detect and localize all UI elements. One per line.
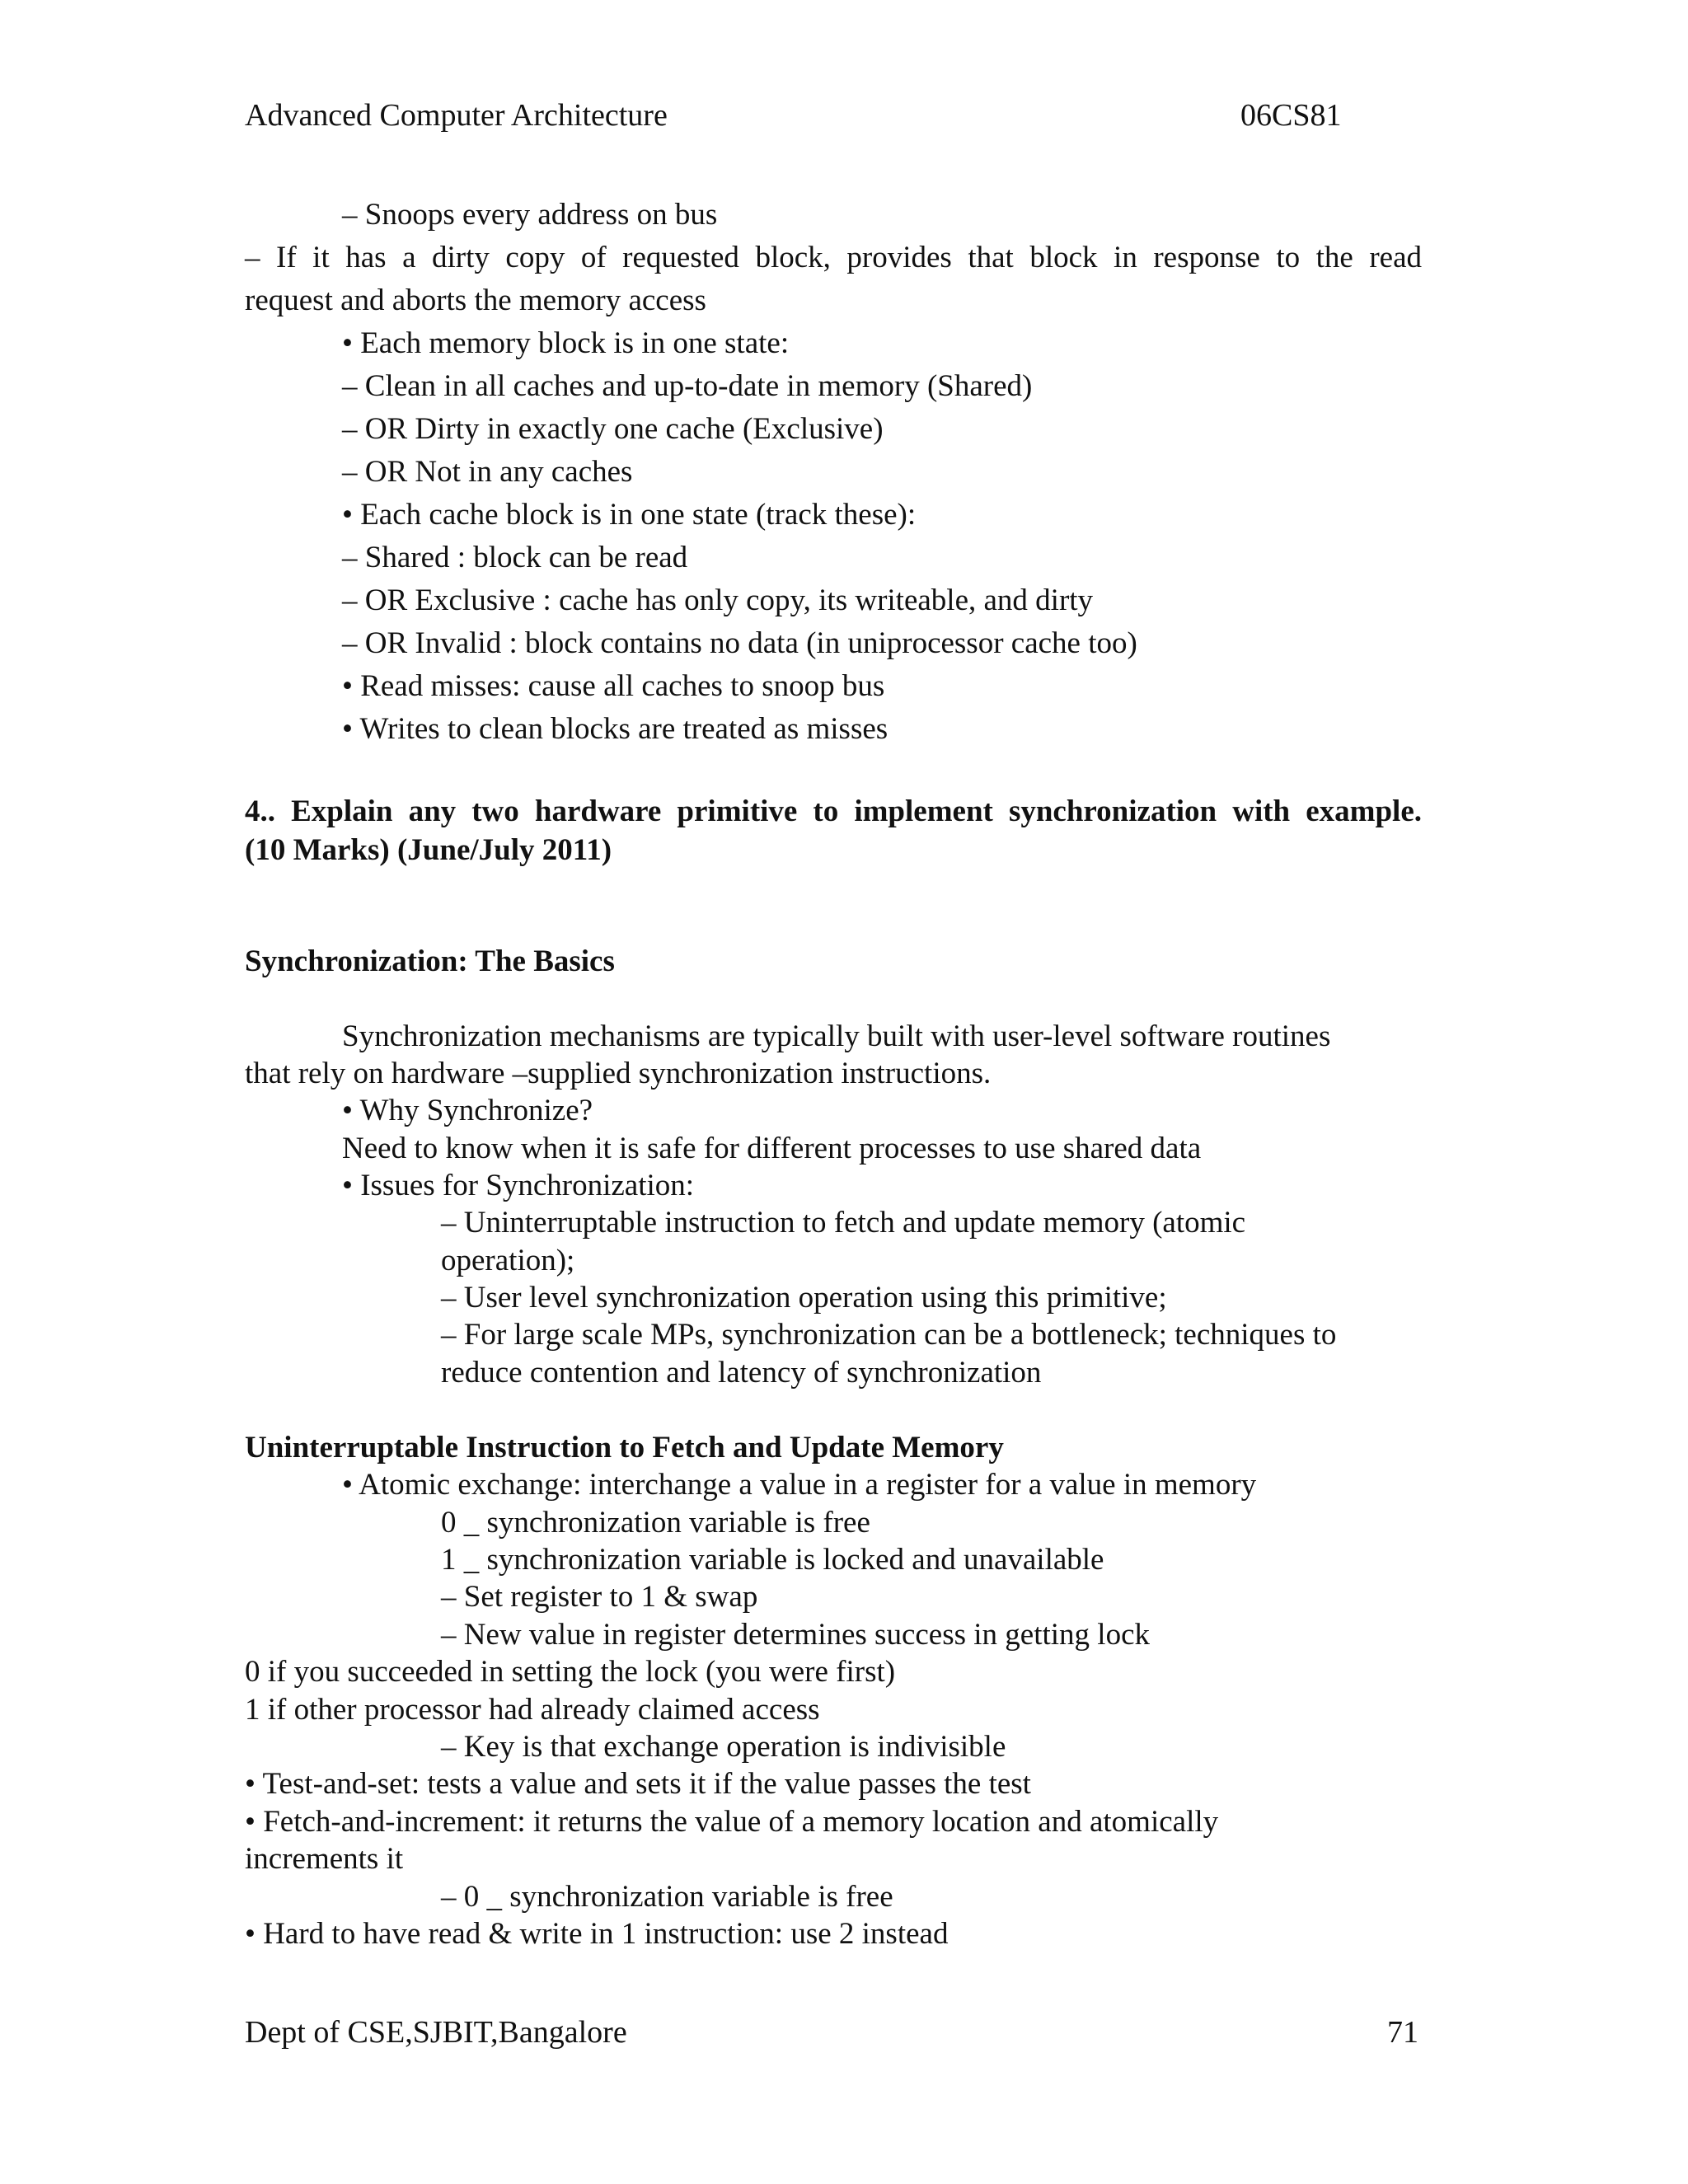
list-item: • Hard to have read & write in 1 instruction: use 2 instead <box>245 1917 949 1951</box>
text-line: request and aborts the memory access <box>245 284 706 317</box>
list-item: increments it <box>245 1842 404 1876</box>
list-item: operation); <box>441 1244 575 1277</box>
list-item: • Fetch-and-increment: it returns the value of a memory location and atomically <box>245 1805 1219 1839</box>
list-item: – Clean in all caches and up-to-date in memory (Shared) <box>342 369 1033 403</box>
list-item: – Set register to 1 & swap <box>441 1580 758 1614</box>
list-item: • Read misses: cause all caches to snoop bus <box>342 669 885 703</box>
list-item: • Atomic exchange: interchange a value in a register for a value in memory <box>342 1468 1257 1502</box>
list-item: 0 if you succeeded in setting the lock (you were first) <box>245 1655 896 1689</box>
list-item: Need to know when it is safe for different processes to use shared data <box>342 1132 1202 1165</box>
list-item: • Each cache block is in one state (track these): <box>342 498 917 532</box>
list-item: • Each memory block is in one state: <box>342 326 790 360</box>
page-footer-dept: Dept of CSE,SJBIT,Bangalore <box>245 2015 627 2050</box>
page-number: 71 <box>1387 2015 1418 2050</box>
text-line: – If it has a dirty copy of requested block, provides that block in response to the read <box>245 241 1422 274</box>
list-item: 1 if other processor had already claimed access <box>245 1693 820 1727</box>
list-item: – For large scale MPs, synchronization can be a bottleneck; techniques to <box>441 1318 1337 1352</box>
list-item: 1 _ synchronization variable is locked and unavailable <box>441 1543 1104 1577</box>
question-marks: (10 Marks) (June/July 2011) <box>245 833 612 867</box>
list-item: • Why Synchronize? <box>342 1094 593 1127</box>
list-item: – Shared : block can be read <box>342 541 688 574</box>
page-header-title: Advanced Computer Architecture <box>245 98 668 133</box>
question-line: 4.. Explain any two hardware primitive to implement synchronization with example. <box>245 794 1422 828</box>
list-item: 0 _ synchronization variable is free <box>441 1506 870 1540</box>
list-item: – New value in register determines success in getting lock <box>441 1618 1150 1652</box>
list-item: – OR Not in any caches <box>342 455 633 489</box>
list-item: – OR Dirty in exactly one cache (Exclusive) <box>342 412 884 446</box>
list-item: – OR Invalid : block contains no data (in uniprocessor cache too) <box>342 626 1137 660</box>
list-item: – Uninterruptable instruction to fetch and update memory (atomic <box>441 1206 1246 1240</box>
text-line: – Snoops every address on bus <box>342 198 718 232</box>
section-heading: Uninterruptable Instruction to Fetch and Update Memory <box>245 1431 1004 1465</box>
list-item: reduce contention and latency of synchronization <box>441 1356 1042 1390</box>
list-item: – User level synchronization operation using this primitive; <box>441 1281 1167 1315</box>
section-heading: Synchronization: The Basics <box>245 944 615 978</box>
paragraph-line: that rely on hardware –supplied synchronization instructions. <box>245 1057 992 1090</box>
page-header-code: 06CS81 <box>1240 98 1342 133</box>
list-item: • Writes to clean blocks are treated as misses <box>342 712 889 746</box>
paragraph-line: Synchronization mechanisms are typically built with user-level software routines <box>342 1019 1331 1053</box>
list-item: – 0 _ synchronization variable is free <box>441 1880 893 1914</box>
list-item: – OR Exclusive : cache has only copy, its writeable, and dirty <box>342 583 1094 617</box>
list-item: • Test-and-set: tests a value and sets it if the value passes the test <box>245 1767 1031 1801</box>
list-item: – Key is that exchange operation is indivisible <box>441 1730 1006 1764</box>
list-item: • Issues for Synchronization: <box>342 1169 695 1202</box>
